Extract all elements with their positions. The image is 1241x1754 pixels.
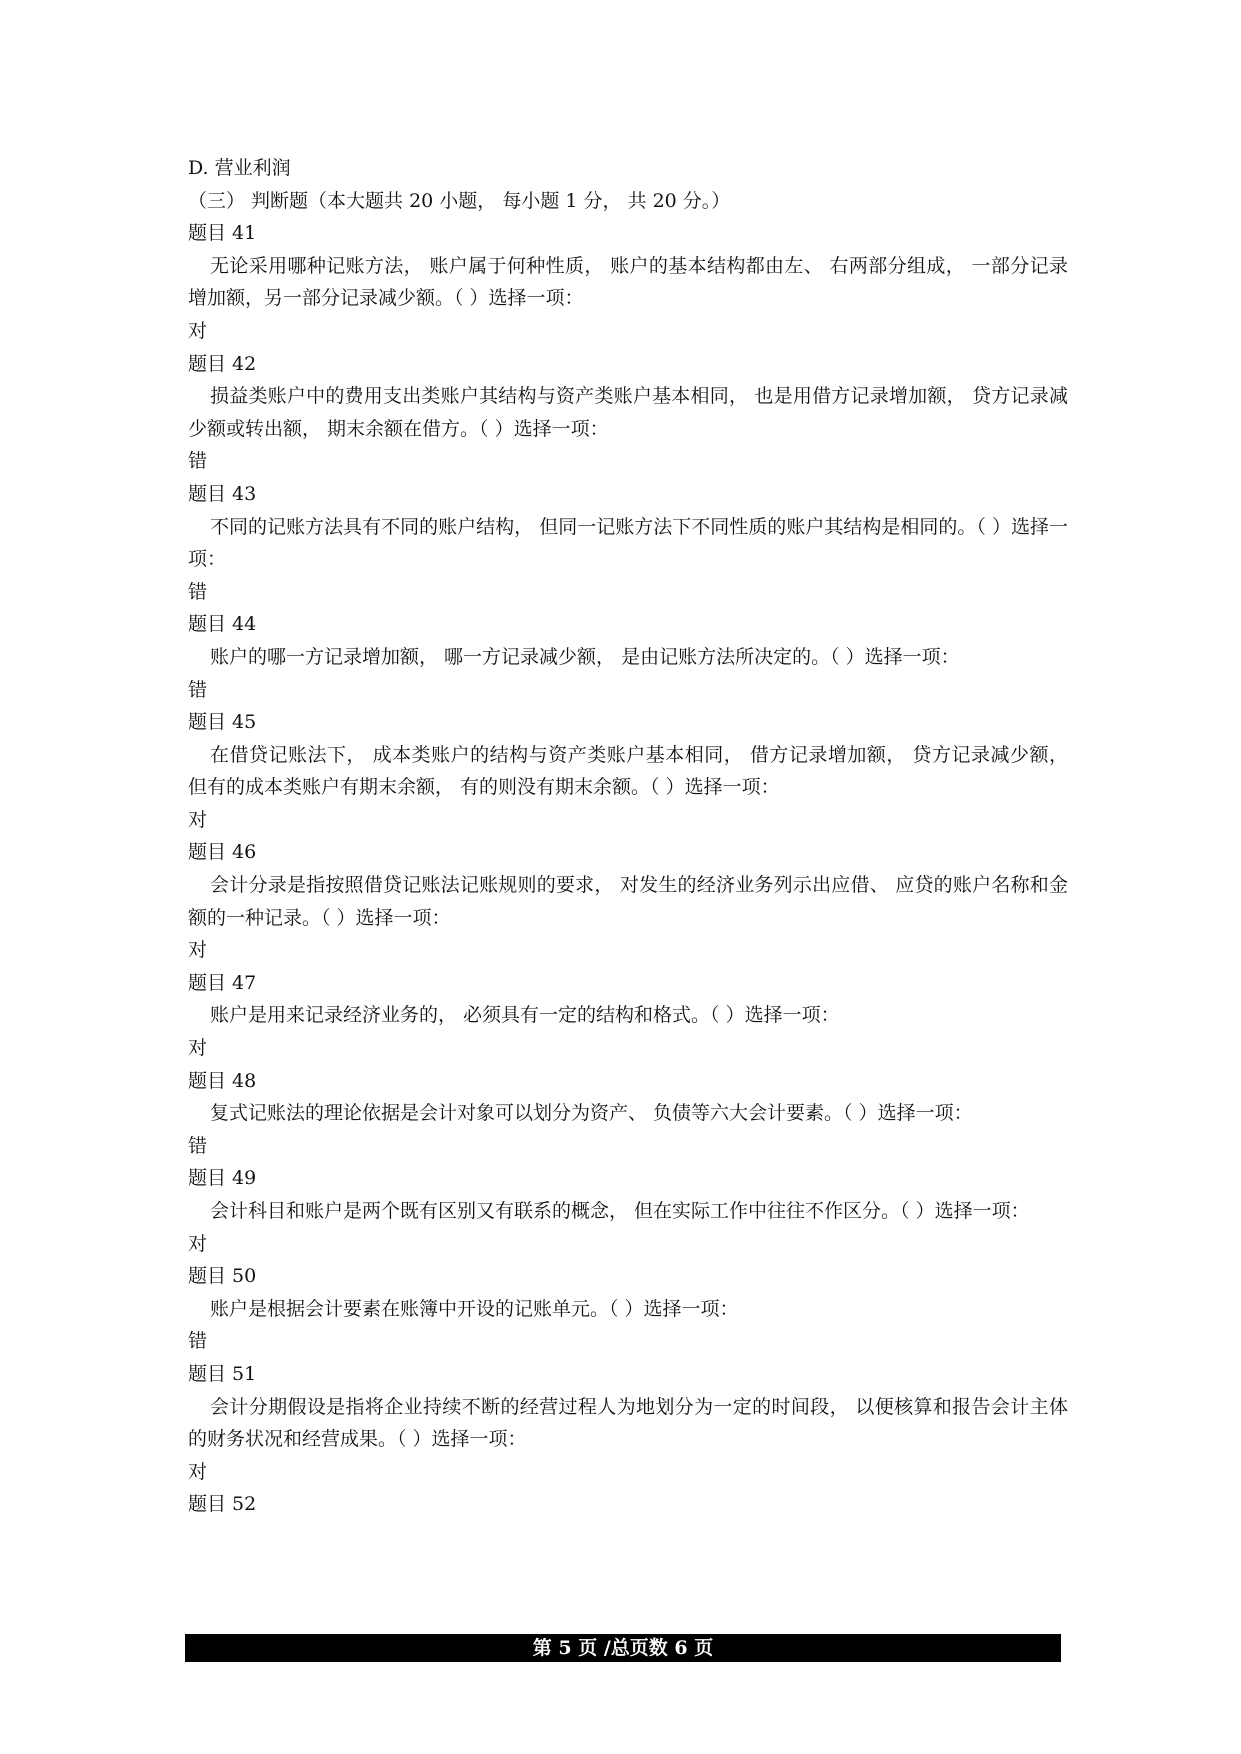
question-answer: 错 [188, 1330, 208, 1353]
question-text: 会计分期假设是指将企业持续不断的经营过程人为地划分为一定的时间段， 以便核算和报告会计主体的财务状况和经营成果。（ ）选择一项： [188, 1395, 1068, 1451]
question-item [188, 967, 1068, 1065]
question-label: 题目 42 [188, 352, 257, 375]
question-text: 账户的哪一方记录增加额， 哪一方记录减少额， 是由记账方法所决定的。（ ）选择一项： [210, 645, 960, 668]
question-answer: 对 [188, 1232, 208, 1255]
section-header: （三） 判断题（本大题共 20 小题， 每小题 1 分， 共 20 分。） [188, 189, 731, 212]
question-text: 账户是根据会计要素在账簿中开设的记账单元。（ ）选择一项： [210, 1297, 739, 1320]
question-label: 题目 48 [188, 1069, 257, 1092]
question-text: 损益类账户中的费用支出类账户其结构与资产类账户基本相同， 也是用借方记录增加额， 贷方记录减少额或转出额， 期末余额在借方。（ ）选择一项： [188, 385, 1068, 440]
question-label: 题目 51 [188, 1362, 257, 1385]
question-text: 会计科目和账户是两个既有区别又有联系的概念， 但在实际工作中往往不作区分。（ ）选择一项： [210, 1200, 1030, 1222]
question-item [188, 608, 1068, 706]
question-item [188, 706, 1068, 836]
question-item [188, 836, 1068, 966]
question-answer: 对 [188, 319, 208, 342]
question-item [188, 348, 1068, 478]
question-answer: 错 [188, 580, 208, 603]
question-text: 账户是用来记录经济业务的， 必须具有一定的结构和格式。（ ）选择一项： [210, 1004, 840, 1027]
question-text: 无论采用哪种记账方法， 账户属于何种性质， 账户的基本结构都由左、 右两部分组成， 一部分记录增加额，另一部分记录减少额。（ ）选择一项： [188, 254, 1068, 310]
question-item [188, 217, 1068, 347]
question-item [188, 1065, 1068, 1163]
question-item [188, 1162, 1068, 1260]
page-footer-bar [185, 1634, 1061, 1662]
question-label: 题目 43 [188, 482, 257, 505]
question-label: 题目 49 [188, 1167, 257, 1190]
question-item [188, 478, 1068, 608]
question-label: 题目 45 [188, 711, 257, 734]
question-label: 题目 44 [188, 613, 257, 636]
question-list [188, 217, 1068, 1488]
question-label: 题目 47 [188, 971, 257, 994]
document-body [188, 152, 1068, 1521]
question-label: 题目 50 [188, 1265, 257, 1288]
question-label: 题目 46 [188, 841, 257, 864]
question-text: 在借贷记账法下， 成本类账户的结构与资产类账户基本相同， 借方记录增加额， 贷方记录减少额， 但有的成本类账户有期末余额， 有的则没有期末余额。（ ）选择一项： [188, 743, 1068, 799]
previous-option-d: D. 营业利润 [188, 157, 291, 179]
question-text: 复式记账法的理论依据是会计对象可以划分为资产、 负债等六大会计要素。（ ）选择一项： [210, 1102, 973, 1125]
question-answer: 对 [188, 1460, 208, 1483]
question-answer: 对 [188, 1037, 208, 1060]
question-item [188, 1260, 1068, 1358]
question-answer: 对 [188, 808, 208, 831]
question-text: 不同的记账方法具有不同的账户结构， 但同一记账方法下不同性质的账户其结构是相同的。（ ）选择一项： [188, 515, 1068, 571]
question-label: 题目 41 [188, 222, 257, 245]
question-label: 题目 52 [188, 1493, 257, 1516]
page-number: 第 5 页 /总页数 6 页 [532, 1637, 714, 1659]
question-answer: 对 [188, 939, 208, 962]
question-answer: 错 [188, 1134, 208, 1157]
question-text: 会计分录是指按照借贷记账法记账规则的要求， 对发生的经济业务列示出应借、 应贷的账户名称和金额的一种记录。（ ）选择一项： [188, 874, 1068, 929]
question-item [188, 1358, 1068, 1488]
question-answer: 错 [188, 678, 208, 701]
question-answer: 错 [188, 450, 208, 473]
